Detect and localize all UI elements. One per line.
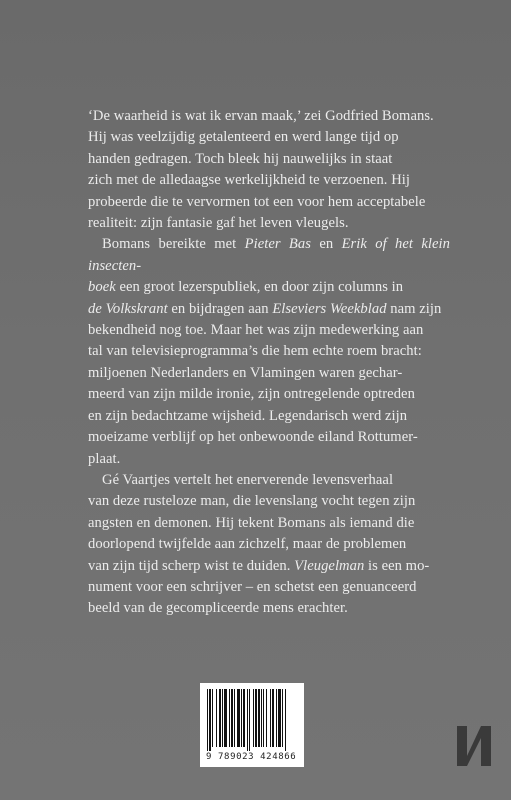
blurb-line: zich met de alledaagse werkelijkheid te verzoenen. Hij xyxy=(88,172,410,189)
barcode-bar xyxy=(253,689,254,747)
blurb-text-run: Bomans bereikte met xyxy=(102,236,245,253)
blurb-line: realiteit: zijn fantasie gaf het leven vleugels. xyxy=(88,215,349,232)
barcode-bar xyxy=(270,689,271,747)
barcode-bar xyxy=(222,689,223,747)
publisher-logo-icon xyxy=(451,722,495,768)
barcode-bar xyxy=(237,689,240,747)
blurb-line: van deze rusteloze man, die levenslang vocht tegen zijn xyxy=(88,493,416,510)
barcode-bar xyxy=(276,689,277,747)
barcode-bar xyxy=(219,689,221,747)
blurb-paragraph-3 xyxy=(88,470,450,620)
barcode-bar xyxy=(249,689,250,751)
blurb-text xyxy=(88,106,450,620)
blurb-line: doorlopend twijfelde aan zichzelf, maar de problemen xyxy=(88,536,407,553)
barcode-bar xyxy=(216,689,217,747)
barcode-bars xyxy=(206,689,298,751)
barcode-bar xyxy=(247,689,248,751)
book-title-erik: Erik of het klein insecten- xyxy=(88,236,450,274)
blurb-line: beeld van de gecompliceerde mens erachter. xyxy=(88,600,348,617)
blurb-line: plaat. xyxy=(88,450,121,467)
blurb-line: meerd van zijn milde ironie, zijn ontregelende optreden xyxy=(88,386,415,403)
barcode-bar xyxy=(285,689,286,751)
barcode-bar xyxy=(207,689,208,751)
blurb-line: tal van televisieprogramma’s die hem echte roem bracht: xyxy=(88,343,422,360)
blurb-line: angsten en demonen. Hij tekent Bomans als iemand die xyxy=(88,514,415,531)
magazine-title-elseviers: Elseviers Weekblad xyxy=(272,300,387,317)
barcode-bar xyxy=(231,689,233,747)
blurb-line: nument voor een schrijver – en schetst een genuanceerd xyxy=(88,578,417,595)
barcode-bar xyxy=(229,689,230,747)
barcode-bar xyxy=(263,689,264,747)
book-title-pieter-bas: Pieter Bas xyxy=(244,236,311,253)
barcode-bar xyxy=(241,689,242,747)
blurb-line: miljoenen Nederlanders en Vlamingen waren gechar- xyxy=(88,364,403,381)
blurb-text-run: een groot lezerspubliek, en door zijn columns in xyxy=(115,279,404,296)
blurb-line: ‘De waarheid is wat ik ervan maak,’ zei Godfried Bomans. xyxy=(88,108,434,124)
blurb-text-run: van zijn tijd scherp wist te duiden. xyxy=(88,557,295,574)
barcode-bar xyxy=(209,689,211,751)
blurb-line: moeizame verblijf op het onbewoonde eiland Rottumer- xyxy=(88,429,418,446)
barcode-bar xyxy=(266,689,267,747)
barcode-bar xyxy=(224,689,227,747)
blurb-line: bekendheid nog toe. Maar het was zijn medewerking aan xyxy=(88,322,424,339)
barcode-bar xyxy=(255,689,257,747)
isbn-barcode xyxy=(200,683,304,767)
blurb-line: probeerde die te vervormen tot een voor hem acceptabele xyxy=(88,193,426,210)
barcode-bar xyxy=(243,689,245,747)
book-title-erik-cont: boek xyxy=(88,279,116,296)
isbn-digits: 9 789023 424866 xyxy=(206,752,297,762)
blurb-text-run: en xyxy=(310,236,342,253)
blurb-line: handen gedragen. Toch bleek hij nauwelijks in staat xyxy=(88,150,393,167)
barcode-bar xyxy=(272,689,274,747)
blurb-line: Gé Vaartjes vertelt het enerverende levensverhaal xyxy=(102,471,394,488)
blurb-line: en zijn bedachtzame wijsheid. Legendarisch werd zijn xyxy=(88,407,408,424)
blurb-text-run: is een mo- xyxy=(364,557,430,574)
barcode-bar xyxy=(278,689,281,747)
blurb-line: Hij was veelzijdig getalenteerd en werd lange tijd op xyxy=(88,129,399,146)
barcode-bar xyxy=(258,689,260,747)
newspaper-title-volkskrant: de Volkskrant xyxy=(88,300,168,317)
book-title-vleugelman: Vleugelman xyxy=(294,557,365,574)
barcode-bar xyxy=(261,689,262,747)
barcode-bar xyxy=(234,689,235,747)
barcode-bar xyxy=(212,689,213,747)
blurb-text-run: en bijdragen aan xyxy=(167,300,273,317)
barcode-bar xyxy=(282,689,283,747)
blurb-paragraph-2 xyxy=(88,234,450,469)
blurb-paragraph-1 xyxy=(88,106,450,234)
blurb-text-run: nam zijn xyxy=(386,300,442,317)
